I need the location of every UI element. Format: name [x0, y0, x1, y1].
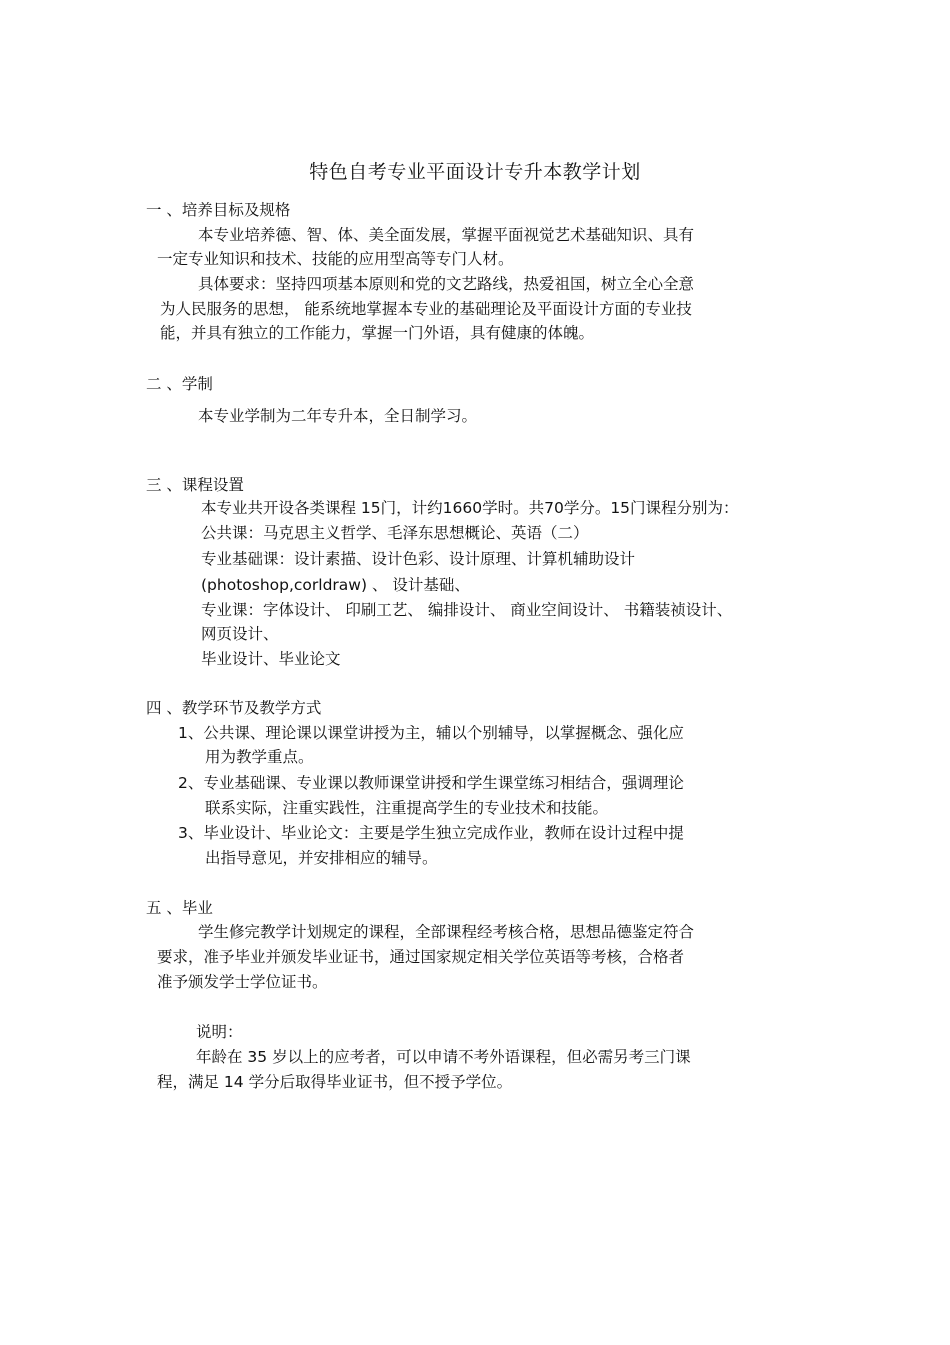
- section-heading-duration: 二 、学制: [146, 375, 213, 393]
- section-heading-courses: 三 、课程设置: [146, 476, 244, 494]
- paragraph-line: 本专业学制为二年专升本，全日制学习。: [198, 407, 478, 425]
- note-line: 年龄在 35 岁以上的应考者，可以申请不考外语课程，但必需另考三门课: [196, 1048, 691, 1066]
- paragraph-line: 网页设计、: [201, 625, 279, 643]
- paragraph-line: 要求，准予毕业并颁发毕业证书，通过国家规定相关学位英语等考核，合格者: [157, 948, 685, 966]
- document-title: 特色自考专业平面设计专升本教学计划: [309, 161, 641, 183]
- paragraph-line: 能，并具有独立的工作能力，掌握一门外语，具有健康的体魄。: [160, 324, 595, 342]
- list-item-line: 3、毕业设计、毕业论文：主要是学生独立完成作业，教师在设计过程中提: [178, 824, 684, 842]
- paragraph-line: 毕业设计、毕业论文: [201, 650, 341, 668]
- paragraph-line: 具体要求：坚持四项基本原则和党的文艺路线，热爱祖国，树立全心全意: [198, 275, 695, 293]
- paragraph-line: 准予颁发学士学位证书。: [157, 973, 328, 991]
- list-item-line: 2、专业基础课、专业课以教师课堂讲授和学生课堂练习相结合，强调理论: [178, 774, 684, 792]
- list-item-line: 出指导意见，并安排相应的辅导。: [205, 849, 438, 867]
- note-label: 说明：: [196, 1023, 243, 1041]
- paragraph-line: 本专业共开设各类课程 15门，计约1660学时。共70学分。15门课程分别为：: [201, 499, 739, 517]
- paragraph-line: 公共课：马克思主义哲学、毛泽东思想概论、英语（二）: [201, 524, 589, 542]
- note-line: 程，满足 14 学分后取得毕业证书，但不授予学位。: [157, 1073, 513, 1091]
- paragraph-line: 为人民服务的思想， 能系统地掌握本专业的基础理论及平面设计方面的专业技: [160, 300, 692, 318]
- paragraph-line: 一定专业知识和技术、技能的应用型高等专门人材。: [157, 250, 514, 268]
- list-item-line: 1、公共课、理论课以课堂讲授为主，辅以个别辅导，以掌握概念、强化应: [178, 724, 684, 742]
- paragraph-line: (photoshop,corldraw) 、 设计基础、: [201, 576, 470, 594]
- paragraph-line: 专业课：字体设计、 印刷工艺、 编排设计、 商业空间设计、 书籍装祯设计、: [201, 601, 733, 619]
- list-item-line: 联系实际，注重实践性，注重提高学生的专业技术和技能。: [205, 799, 609, 817]
- section-heading-goals: 一 、培养目标及规格: [146, 201, 291, 219]
- paragraph-line: 学生修完教学计划规定的课程，全部课程经考核合格，思想品德鉴定符合: [198, 923, 695, 941]
- list-item-line: 用为教学重点。: [205, 748, 314, 766]
- paragraph-line: 专业基础课：设计素描、设计色彩、设计原理、计算机辅助设计: [201, 550, 636, 568]
- paragraph-line: 本专业培养德、智、体、美全面发展，掌握平面视觉艺术基础知识、具有: [198, 226, 695, 244]
- section-heading-teaching: 四 、教学环节及教学方式: [146, 699, 322, 717]
- section-heading-graduation: 五 、毕业: [146, 899, 213, 917]
